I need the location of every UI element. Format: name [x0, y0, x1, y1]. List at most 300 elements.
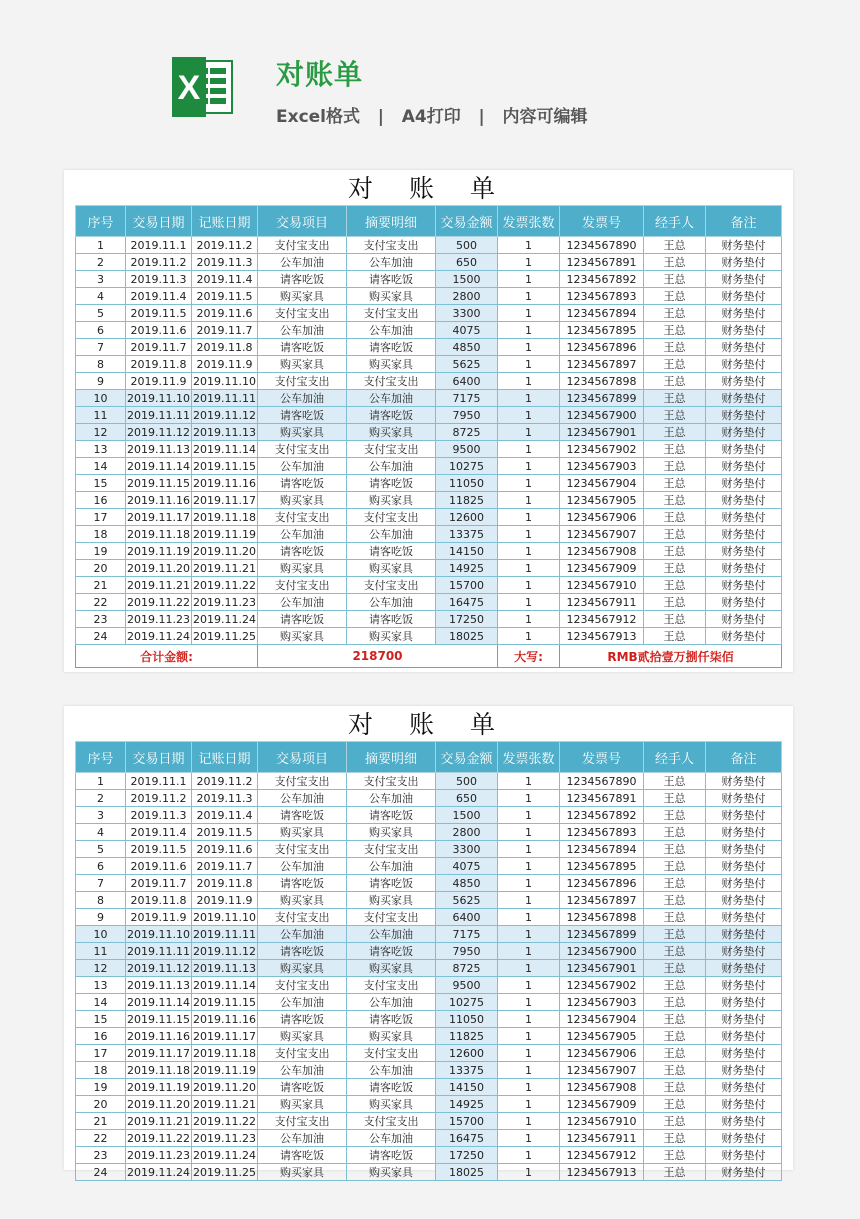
col-invoice-count-cell: 1 [498, 790, 560, 807]
col-index-cell: 10 [76, 390, 126, 407]
col-handler-cell: 王总 [644, 560, 706, 577]
total-label: 合计金额: [76, 645, 258, 668]
col-summary-cell: 支付宝支出 [347, 773, 436, 790]
col-trade-date-cell: 2019.11.10 [127, 927, 190, 941]
col-index-cell: 13 [76, 977, 126, 994]
col-booking-date-cell: 2019.11.7 [192, 322, 258, 339]
col-booking-date-cell: 2019.11.12 [193, 944, 256, 958]
subtitle-print: A4打印 [401, 107, 461, 127]
col-index-cell: 13 [76, 441, 126, 458]
col-booking-date-cell: 2019.11.19 [193, 1063, 256, 1077]
col-booking-date-cell: 2019.11.8 [192, 339, 258, 356]
col-handler-cell: 王总 [644, 577, 706, 594]
table-row [76, 611, 782, 628]
col-summary-cell: 公车加油 [347, 594, 436, 611]
col-trade-date-cell: 2019.11.12 [127, 961, 190, 975]
col-amount-cell: 17250 [436, 611, 498, 628]
col-invoice-no-cell: 1234567897 [560, 356, 644, 373]
col-handler-cell: 王总 [644, 441, 706, 458]
col-remark-cell: 财务垫付 [706, 492, 782, 509]
col-invoice-count-cell: 1 [498, 892, 560, 909]
col-amount-cell: 16475 [436, 1130, 498, 1147]
col-invoice-no-cell: 1234567913 [560, 628, 644, 645]
col-booking-date-cell: 2019.11.16 [193, 1012, 256, 1026]
col-summary-cell: 购买家具 [347, 824, 436, 841]
col-trade-date-cell: 2019.11.23 [127, 612, 190, 626]
col-booking-date-cell: 2019.11.10 [193, 374, 256, 388]
col-remark-cell: 财务垫付 [706, 254, 782, 271]
col-index-cell: 20 [76, 1096, 126, 1113]
col-handler-cell: 王总 [644, 407, 706, 424]
col-booking-date-cell: 2019.11.25 [193, 1165, 256, 1179]
col-remark-cell: 财务垫付 [706, 841, 782, 858]
col-invoice-no-cell: 1234567910 [560, 1113, 644, 1130]
col-handler-cell: 王总 [644, 807, 706, 824]
col-item-cell: 支付宝支出 [258, 237, 347, 254]
col-booking-date-cell: 2019.11.9 [192, 892, 258, 909]
col-handler-cell: 王总 [644, 960, 706, 977]
col-invoice-no-cell: 1234567906 [560, 1045, 644, 1062]
header-col-invoice-no: 发票号 [560, 742, 644, 773]
col-index-cell: 14 [76, 458, 126, 475]
col-index-cell: 18 [76, 526, 126, 543]
col-remark-cell: 财务垫付 [706, 1028, 782, 1045]
col-index-cell: 2 [76, 790, 126, 807]
table-row [76, 594, 782, 611]
col-invoice-count-cell: 1 [498, 475, 560, 492]
col-invoice-no-cell: 1234567900 [560, 943, 644, 960]
page-title: 对账单 [276, 58, 364, 91]
table-row [76, 1113, 782, 1130]
col-summary-cell: 支付宝支出 [347, 1045, 436, 1062]
col-index-cell: 8 [76, 356, 126, 373]
col-remark-cell: 财务垫付 [706, 305, 782, 322]
col-handler-cell: 王总 [644, 790, 706, 807]
col-invoice-count-cell: 1 [498, 441, 560, 458]
col-invoice-no-cell: 1234567908 [560, 543, 644, 560]
col-trade-date-cell: 2019.11.4 [126, 288, 192, 305]
col-invoice-count-cell: 1 [498, 1164, 560, 1181]
col-trade-date-cell: 2019.11.5 [126, 305, 192, 322]
col-handler-cell: 王总 [644, 254, 706, 271]
col-invoice-no-cell: 1234567899 [560, 390, 644, 407]
col-booking-date-cell: 2019.11.19 [193, 527, 256, 541]
col-trade-date-cell: 2019.11.18 [127, 527, 190, 541]
col-index-cell: 24 [76, 1164, 126, 1181]
col-handler-cell: 王总 [644, 977, 706, 994]
col-item-cell: 购买家具 [258, 1096, 347, 1113]
col-item-cell: 请客吃饭 [258, 339, 347, 356]
col-invoice-no-cell: 1234567901 [560, 960, 644, 977]
col-index-cell: 21 [76, 1113, 126, 1130]
col-invoice-count-cell: 1 [498, 373, 560, 390]
col-index-cell: 16 [76, 492, 126, 509]
col-invoice-no-cell: 1234567913 [560, 1164, 644, 1181]
col-handler-cell: 王总 [644, 1147, 706, 1164]
col-invoice-count-cell: 1 [498, 254, 560, 271]
col-amount-cell: 500 [436, 773, 498, 790]
col-invoice-count-cell: 1 [498, 305, 560, 322]
col-invoice-count-cell: 1 [498, 1130, 560, 1147]
col-item-cell: 支付宝支出 [258, 441, 347, 458]
col-trade-date-cell: 2019.11.1 [126, 237, 192, 254]
col-summary-cell: 购买家具 [347, 560, 436, 577]
header-col-amount: 交易金额 [436, 742, 498, 773]
col-remark-cell: 财务垫付 [706, 594, 782, 611]
table-header-row [76, 742, 782, 773]
col-handler-cell: 王总 [644, 475, 706, 492]
col-remark-cell: 财务垫付 [706, 407, 782, 424]
col-summary-cell: 支付宝支出 [347, 909, 436, 926]
col-item-cell: 购买家具 [258, 892, 347, 909]
col-index-cell: 11 [76, 943, 126, 960]
col-invoice-no-cell: 1234567900 [560, 407, 644, 424]
page-subtitle [276, 102, 588, 127]
col-remark-cell: 财务垫付 [706, 271, 782, 288]
col-item-cell: 支付宝支出 [258, 977, 347, 994]
col-remark-cell: 财务垫付 [706, 977, 782, 994]
col-index-cell: 23 [76, 1147, 126, 1164]
col-remark-cell: 财务垫付 [706, 611, 782, 628]
col-handler-cell: 王总 [644, 271, 706, 288]
col-invoice-count-cell: 1 [498, 1113, 560, 1130]
table-row [76, 1130, 782, 1147]
col-summary-cell: 公车加油 [347, 254, 436, 271]
subtitle-separator: | [377, 107, 384, 127]
table-row [76, 407, 782, 424]
col-remark-cell: 财务垫付 [706, 1062, 782, 1079]
excel-logo-icon [172, 57, 234, 117]
col-invoice-no-cell: 1234567911 [560, 1130, 644, 1147]
col-item-cell: 购买家具 [258, 288, 347, 305]
col-trade-date-cell: 2019.11.3 [126, 271, 192, 288]
col-handler-cell: 王总 [644, 1130, 706, 1147]
col-amount-cell: 9500 [436, 441, 498, 458]
table-row [76, 1096, 782, 1113]
header-col-invoice-count: 发票张数 [498, 742, 560, 773]
col-amount-cell: 6400 [436, 909, 498, 926]
col-invoice-count-cell: 1 [498, 960, 560, 977]
col-remark-cell: 财务垫付 [706, 807, 782, 824]
col-booking-date-cell: 2019.11.12 [193, 408, 256, 422]
table-row [76, 909, 782, 926]
col-invoice-count-cell: 1 [498, 841, 560, 858]
col-index-cell: 17 [76, 1045, 126, 1062]
col-handler-cell: 王总 [644, 237, 706, 254]
capital-label: 大写: [498, 645, 560, 668]
col-item-cell: 请客吃饭 [258, 807, 347, 824]
table-row [76, 288, 782, 305]
col-index-cell: 15 [76, 1011, 126, 1028]
col-handler-cell: 王总 [644, 943, 706, 960]
col-trade-date-cell: 2019.11.22 [127, 1131, 190, 1145]
capital-value: RMB贰拾壹万捌仟柒佰 [560, 645, 782, 668]
col-handler-cell: 王总 [644, 892, 706, 909]
col-booking-date-cell: 2019.11.24 [193, 1148, 256, 1162]
col-summary-cell: 支付宝支出 [347, 1113, 436, 1130]
col-booking-date-cell: 2019.11.17 [193, 1029, 256, 1043]
col-index-cell: 9 [76, 909, 126, 926]
col-index-cell: 3 [76, 807, 126, 824]
col-invoice-count-cell: 1 [498, 1028, 560, 1045]
col-index-cell: 12 [76, 960, 126, 977]
col-handler-cell: 王总 [644, 288, 706, 305]
col-summary-cell: 支付宝支出 [347, 577, 436, 594]
col-index-cell: 18 [76, 1062, 126, 1079]
col-trade-date-cell: 2019.11.7 [126, 875, 192, 892]
table-row [76, 628, 782, 645]
col-invoice-count-cell: 1 [498, 407, 560, 424]
col-item-cell: 请客吃饭 [258, 407, 347, 424]
table-header-row [76, 206, 782, 237]
col-remark-cell: 财务垫付 [706, 458, 782, 475]
col-item-cell: 公车加油 [258, 390, 347, 407]
col-booking-date-cell: 2019.11.17 [193, 493, 256, 507]
sheet-title: 对 账 单 [348, 710, 509, 739]
col-handler-cell: 王总 [644, 373, 706, 390]
col-item-cell: 支付宝支出 [258, 577, 347, 594]
col-summary-cell: 购买家具 [347, 960, 436, 977]
col-remark-cell: 财务垫付 [706, 628, 782, 645]
col-handler-cell: 王总 [644, 390, 706, 407]
statement-sheet-2 [64, 706, 793, 1179]
col-trade-date-cell: 2019.11.21 [127, 578, 190, 592]
col-invoice-no-cell: 1234567896 [560, 339, 644, 356]
col-item-cell: 公车加油 [258, 1130, 347, 1147]
table-row [76, 509, 782, 526]
col-index-cell: 7 [76, 339, 126, 356]
col-handler-cell: 王总 [644, 611, 706, 628]
col-trade-date-cell: 2019.11.11 [127, 408, 190, 422]
col-handler-cell: 王总 [644, 824, 706, 841]
col-invoice-no-cell: 1234567898 [560, 373, 644, 390]
col-invoice-count-cell: 1 [498, 994, 560, 1011]
col-remark-cell: 财务垫付 [706, 373, 782, 390]
col-invoice-count-cell: 1 [498, 926, 560, 943]
col-invoice-count-cell: 1 [498, 577, 560, 594]
table-row [76, 943, 782, 960]
col-item-cell: 请客吃饭 [258, 475, 347, 492]
col-summary-cell: 请客吃饭 [347, 407, 436, 424]
col-summary-cell: 公车加油 [347, 322, 436, 339]
col-summary-cell: 购买家具 [347, 1028, 436, 1045]
col-item-cell: 支付宝支出 [258, 373, 347, 390]
col-handler-cell: 王总 [644, 1096, 706, 1113]
col-summary-cell: 请客吃饭 [347, 339, 436, 356]
col-handler-cell: 王总 [644, 594, 706, 611]
col-invoice-no-cell: 1234567904 [560, 475, 644, 492]
col-remark-cell: 财务垫付 [706, 1011, 782, 1028]
col-amount-cell: 5625 [436, 892, 498, 909]
col-booking-date-cell: 2019.11.15 [193, 459, 256, 473]
col-trade-date-cell: 2019.11.18 [127, 1063, 190, 1077]
col-item-cell: 请客吃饭 [258, 1147, 347, 1164]
col-invoice-count-cell: 1 [498, 943, 560, 960]
table-row [76, 492, 782, 509]
col-handler-cell: 王总 [644, 322, 706, 339]
col-index-cell: 4 [76, 824, 126, 841]
table-row [76, 841, 782, 858]
col-booking-date-cell: 2019.11.14 [193, 978, 256, 992]
col-booking-date-cell: 2019.11.24 [193, 612, 256, 626]
col-invoice-no-cell: 1234567907 [560, 526, 644, 543]
col-item-cell: 购买家具 [258, 424, 347, 441]
col-invoice-no-cell: 1234567903 [560, 994, 644, 1011]
col-item-cell: 请客吃饭 [258, 875, 347, 892]
col-summary-cell: 公车加油 [347, 926, 436, 943]
col-trade-date-cell: 2019.11.2 [126, 254, 192, 271]
col-remark-cell: 财务垫付 [706, 994, 782, 1011]
col-booking-date-cell: 2019.11.23 [193, 1131, 256, 1145]
col-item-cell: 请客吃饭 [258, 1079, 347, 1096]
col-item-cell: 支付宝支出 [258, 509, 347, 526]
col-handler-cell: 王总 [644, 628, 706, 645]
col-invoice-count-cell: 1 [498, 1011, 560, 1028]
col-amount-cell: 11825 [436, 1028, 498, 1045]
col-remark-cell: 财务垫付 [706, 441, 782, 458]
table-row [76, 254, 782, 271]
table-row [76, 960, 782, 977]
col-invoice-count-cell: 1 [498, 339, 560, 356]
col-handler-cell: 王总 [644, 841, 706, 858]
col-amount-cell: 15700 [436, 577, 498, 594]
col-index-cell: 6 [76, 322, 126, 339]
col-amount-cell: 18025 [436, 628, 498, 645]
col-index-cell: 3 [76, 271, 126, 288]
col-invoice-no-cell: 1234567912 [560, 611, 644, 628]
col-booking-date-cell: 2019.11.8 [192, 875, 258, 892]
col-booking-date-cell: 2019.11.7 [192, 858, 258, 875]
col-remark-cell: 财务垫付 [706, 560, 782, 577]
header-col-handler: 经手人 [644, 742, 706, 773]
col-item-cell: 公车加油 [258, 526, 347, 543]
table-row [76, 1164, 782, 1181]
col-item-cell: 公车加油 [258, 254, 347, 271]
col-invoice-count-cell: 1 [498, 492, 560, 509]
col-handler-cell: 王总 [644, 356, 706, 373]
col-remark-cell: 财务垫付 [706, 1113, 782, 1130]
table-row [76, 1079, 782, 1096]
col-summary-cell: 请客吃饭 [347, 611, 436, 628]
col-summary-cell: 支付宝支出 [347, 237, 436, 254]
col-invoice-no-cell: 1234567907 [560, 1062, 644, 1079]
col-booking-date-cell: 2019.11.23 [193, 595, 256, 609]
col-summary-cell: 购买家具 [347, 356, 436, 373]
col-trade-date-cell: 2019.11.2 [126, 790, 192, 807]
col-amount-cell: 7950 [436, 407, 498, 424]
col-remark-cell: 财务垫付 [706, 526, 782, 543]
col-remark-cell: 财务垫付 [706, 390, 782, 407]
total-amount: 218700 [258, 645, 498, 668]
col-index-cell: 5 [76, 841, 126, 858]
subtitle-editable: 内容可编辑 [502, 107, 588, 127]
col-item-cell: 支付宝支出 [258, 773, 347, 790]
col-amount-cell: 4850 [436, 875, 498, 892]
col-trade-date-cell: 2019.11.9 [126, 909, 192, 926]
col-booking-date-cell: 2019.11.3 [192, 790, 258, 807]
col-handler-cell: 王总 [644, 1079, 706, 1096]
col-booking-date-cell: 2019.11.6 [192, 305, 258, 322]
sheet-title: 对 账 单 [348, 174, 509, 203]
table-row [76, 237, 782, 254]
col-handler-cell: 王总 [644, 1113, 706, 1130]
col-trade-date-cell: 2019.11.8 [126, 356, 192, 373]
col-item-cell: 公车加油 [258, 858, 347, 875]
table-row [76, 824, 782, 841]
col-summary-cell: 请客吃饭 [347, 1147, 436, 1164]
col-index-cell: 6 [76, 858, 126, 875]
page-header [0, 0, 860, 160]
col-summary-cell: 支付宝支出 [347, 373, 436, 390]
subtitle-separator: | [478, 107, 485, 127]
col-invoice-no-cell: 1234567892 [560, 807, 644, 824]
col-amount-cell: 16475 [436, 594, 498, 611]
col-trade-date-cell: 2019.11.5 [126, 841, 192, 858]
col-trade-date-cell: 2019.11.9 [126, 373, 192, 390]
col-amount-cell: 14925 [436, 560, 498, 577]
col-invoice-count-cell: 1 [498, 560, 560, 577]
col-index-cell: 23 [76, 611, 126, 628]
col-invoice-no-cell: 1234567901 [560, 424, 644, 441]
header-col-invoice-no: 发票号 [560, 206, 644, 237]
col-index-cell: 8 [76, 892, 126, 909]
col-item-cell: 购买家具 [258, 1164, 347, 1181]
col-item-cell: 公车加油 [258, 790, 347, 807]
col-handler-cell: 王总 [644, 1062, 706, 1079]
col-summary-cell: 请客吃饭 [347, 875, 436, 892]
col-remark-cell: 财务垫付 [706, 1130, 782, 1147]
table-row [76, 1011, 782, 1028]
col-invoice-no-cell: 1234567905 [560, 492, 644, 509]
col-invoice-count-cell: 1 [498, 271, 560, 288]
col-invoice-count-cell: 1 [498, 1096, 560, 1113]
col-invoice-no-cell: 1234567909 [560, 560, 644, 577]
col-amount-cell: 12600 [436, 1045, 498, 1062]
col-booking-date-cell: 2019.11.22 [193, 578, 256, 592]
col-trade-date-cell: 2019.11.16 [127, 1029, 190, 1043]
col-remark-cell: 财务垫付 [706, 943, 782, 960]
col-remark-cell: 财务垫付 [706, 237, 782, 254]
col-remark-cell: 财务垫付 [706, 960, 782, 977]
col-trade-date-cell: 2019.11.16 [127, 493, 190, 507]
header-col-remark: 备注 [706, 206, 782, 237]
excel-logo-letter: X [177, 69, 201, 107]
col-invoice-count-cell: 1 [498, 611, 560, 628]
col-summary-cell: 公车加油 [347, 790, 436, 807]
col-trade-date-cell: 2019.11.17 [127, 1046, 190, 1060]
col-amount-cell: 2800 [436, 824, 498, 841]
col-summary-cell: 请客吃饭 [347, 943, 436, 960]
col-item-cell: 购买家具 [258, 356, 347, 373]
header-col-amount: 交易金额 [436, 206, 498, 237]
col-booking-date-cell: 2019.11.18 [193, 1046, 256, 1060]
col-item-cell: 公车加油 [258, 994, 347, 1011]
col-trade-date-cell: 2019.11.20 [127, 1097, 190, 1111]
col-summary-cell: 公车加油 [347, 994, 436, 1011]
col-item-cell: 支付宝支出 [258, 1113, 347, 1130]
col-booking-date-cell: 2019.11.21 [193, 1097, 256, 1111]
table-row [76, 356, 782, 373]
col-summary-cell: 请客吃饭 [347, 271, 436, 288]
col-booking-date-cell: 2019.11.13 [193, 425, 256, 439]
col-item-cell: 支付宝支出 [258, 909, 347, 926]
col-invoice-no-cell: 1234567905 [560, 1028, 644, 1045]
col-invoice-no-cell: 1234567903 [560, 458, 644, 475]
col-invoice-no-cell: 1234567893 [560, 824, 644, 841]
col-invoice-count-cell: 1 [498, 237, 560, 254]
table-row [76, 458, 782, 475]
col-invoice-no-cell: 1234567902 [560, 977, 644, 994]
